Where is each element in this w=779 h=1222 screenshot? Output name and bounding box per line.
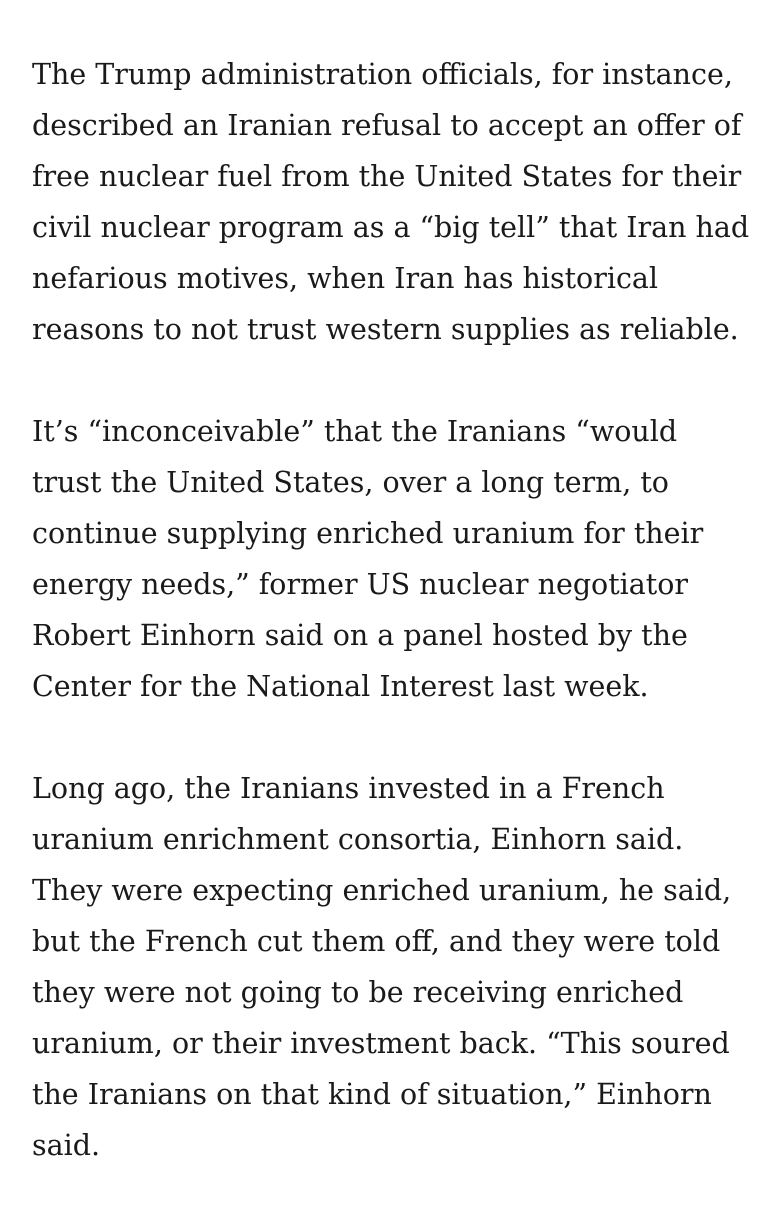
page-bottom-edge [0,1194,779,1200]
text-line: continue supplying enriched uranium for their [32,517,704,550]
text-line: Center for the National Interest last week. [32,670,649,703]
text-line: energy needs,” former US nuclear negotiator [32,568,689,601]
text-line: They were expecting enriched uranium, he said, [32,874,732,907]
article-body [32,49,762,1222]
text-line: The Trump administration officials, for instance, [32,58,733,91]
text-line: It’s “inconceivable” that the Iranians “would [32,415,678,448]
text-line: free nuclear fuel from the United States for their [32,160,742,193]
paragraph-3 [32,763,762,1171]
text-line: they were not going to be receiving enriched [32,976,684,1009]
text-line: Robert Einhorn said on a panel hosted by the [32,619,688,652]
text-line: Long ago, the Iranians invested in a French [32,772,665,805]
text-line: uranium enrichment consortia, Einhorn said. [32,823,684,856]
text-line: but the French cut them off, and they were told [32,925,721,958]
paragraph-2 [32,406,762,712]
text-line: uranium, or their investment back. “This soured [32,1027,730,1060]
text-line: reasons to not trust western supplies as reliable. [32,313,739,346]
paragraph-1 [32,49,762,355]
text-line: the Iranians on that kind of situation,” Einhorn [32,1078,712,1111]
text-line: described an Iranian refusal to accept an offer of [32,109,742,142]
text-line: trust the United States, over a long term, to [32,466,669,499]
text-line: said. [32,1129,101,1162]
text-line: civil nuclear program as a “big tell” that Iran had [32,211,750,244]
text-line: nefarious motives, when Iran has historical [32,262,659,295]
